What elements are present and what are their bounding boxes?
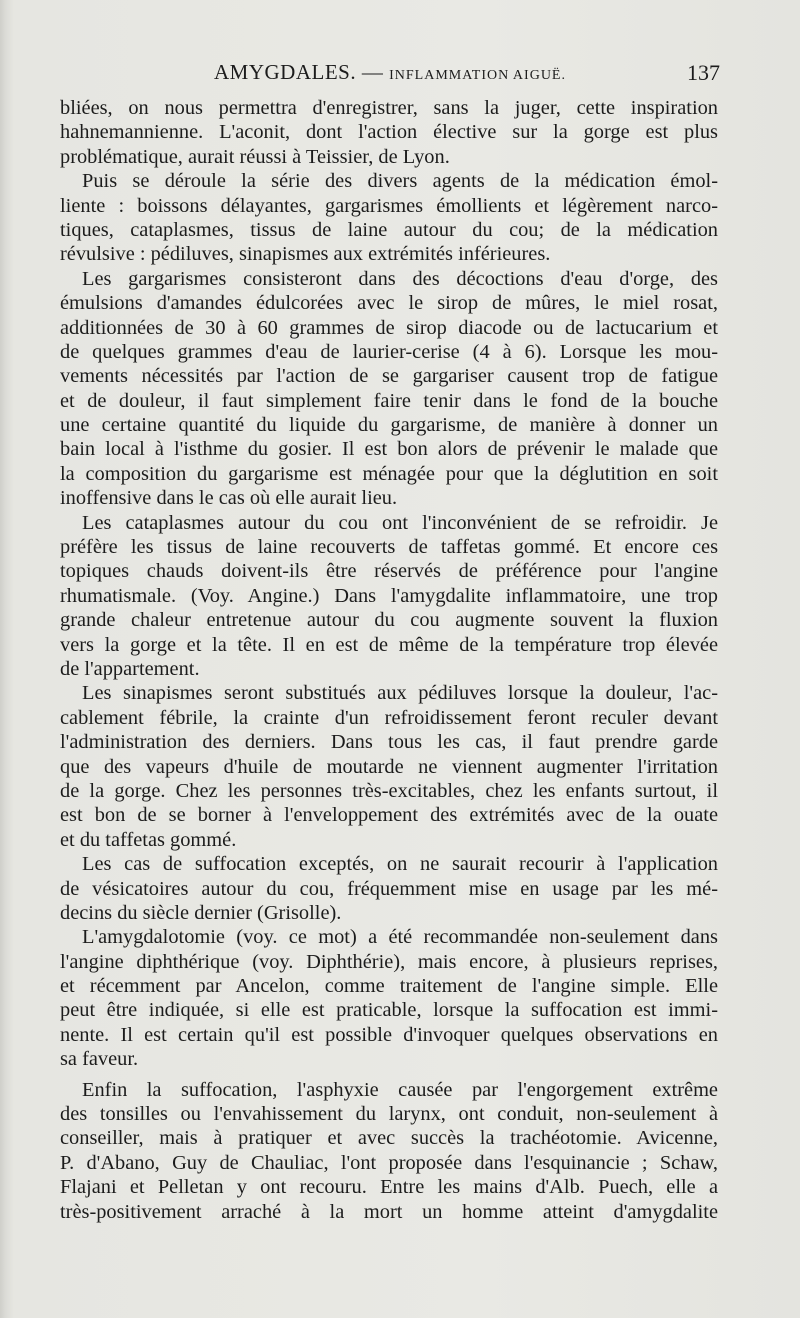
text-line: l'angine diphthérique (voy. Diphthérie), mais encore, à plusieurs reprises, [60, 950, 718, 973]
text-line: et de douleur, il faut simplement faire tenir dans le fond de la bouche [60, 389, 718, 412]
text-line: Enfin la suffocation, l'asphyxie causée par l'engorgement extrême [82, 1078, 718, 1101]
page-number: 137 [687, 60, 720, 85]
text-line: et récemment par Ancelon, comme traitement de l'angine simple. Elle [60, 975, 718, 998]
text-line: une certaine quantité du liquide du gargarisme, de manière à donner un [60, 414, 718, 437]
text-line: hahnemannienne. L'aconit, dont l'action élective sur la gorge est plus [60, 121, 718, 144]
text-line: Les cas de suffocation exceptés, on ne saurait recourir à l'application [82, 853, 718, 876]
running-title [60, 60, 720, 85]
text-line: sa faveur. [60, 1048, 139, 1071]
text-line: additionnées de 30 à 60 grammes de sirop diacode ou de lactucarium et [60, 316, 718, 339]
text-line: topiques chauds doivent-ils être réservés de préférence pour l'angine [60, 560, 718, 583]
text-line: bain local à l'isthme du gosier. Il est bon alors de prévenir le malade que [60, 438, 718, 461]
text-line: P. d'Abano, Guy de Chauliac, l'ont proposée dans l'esquinancie ; Schaw, [60, 1151, 718, 1174]
text-line: rhumatismale. (Voy. Angine.) Dans l'amygdalite inflammatoire, une trop [60, 584, 718, 607]
text-line: nente. Il est certain qu'il est possible d'invoquer quelques observations en [60, 1023, 718, 1046]
text-line: l'administration des derniers. Dans tous les cas, il faut prendre garde [60, 731, 718, 754]
text-line: peut être indiquée, si elle est praticable, lorsque la suffocation est immi- [60, 999, 718, 1022]
text-line: L'amygdalotomie (voy. ce mot) a été recommandée non-seulement dans [82, 926, 718, 949]
text-line: préfère les tissus de laine recouverts de taffetas gommé. Et encore ces [60, 536, 718, 559]
text-line: vers la gorge et la tête. Il en est de même de la température trop élevée [60, 633, 718, 656]
text-line: émulsions d'amandes édulcorées avec le sirop de mûres, le miel rosat, [60, 292, 718, 315]
text-line: révulsive : pédiluves, sinapismes aux extrémités inférieures. [60, 243, 551, 266]
text-line: problématique, aurait réussi à Teissier, de Lyon. [60, 145, 450, 168]
text-line: Les cataplasmes autour du cou ont l'inconvénient de se refroidir. Je [82, 511, 718, 534]
text-line: vements nécessités par l'action de se gargariser causent trop de fatigue [60, 365, 718, 388]
text-line: bliées, on nous permettra d'enregistrer, sans la juger, cette inspiration [60, 97, 718, 119]
text-line: très-positivement arraché à la mort un homme atteint d'amygdalite [60, 1200, 718, 1223]
text-line: est bon de se borner à l'enveloppement des extrémités avec de la ouate [60, 804, 718, 827]
text-line: inoffensive dans le cas où elle aurait lieu. [60, 487, 398, 510]
text-line: que des vapeurs d'huile de moutarde ne viennent augmenter l'irritation [60, 755, 718, 778]
text-line: et du taffetas gommé. [60, 828, 237, 851]
text-line: de l'appartement. [60, 657, 200, 680]
text-line: Flajani et Pelletan y ont recouru. Entre les mains d'Alb. Puech, elle a [60, 1176, 718, 1199]
text-line: decins du siècle dernier (Grisolle). [60, 901, 342, 924]
text-line: Les sinapismes seront substitués aux pédiluves lorsque la douleur, l'ac- [82, 682, 718, 705]
text-line: la composition du gargarisme est ménagée pour que la déglutition en soit [60, 462, 718, 485]
text-line: Les gargarismes consisteront dans des décoctions d'eau d'orge, des [82, 267, 718, 290]
page-header [60, 60, 720, 90]
text-line: de la gorge. Chez les personnes très-excitables, chez les enfants surtout, il [60, 779, 718, 802]
running-title-sub: INFLAMMATION AIGUË. [389, 68, 566, 83]
text-line: des tonsilles ou l'envahissement du larynx, ont conduit, non-seulement à [60, 1103, 718, 1126]
running-title-main: AMYGDALES. [214, 60, 357, 84]
text-line: liente : boissons délayantes, gargarismes émollients et légèrement narco- [60, 194, 718, 217]
running-title-dash: — [356, 60, 390, 84]
text-line: conseiller, mais à pratiquer et avec succès la trachéotomie. Avicenne, [60, 1127, 718, 1150]
text-line: tiques, cataplasmes, tissus de laine autour du cou; de la médication [60, 218, 718, 241]
text-line: de quelques grammes d'eau de laurier-cerise (4 à 6). Lorsque les mou- [60, 340, 718, 363]
text-line: grande chaleur entretenue autour du cou augmente souvent la fluxion [60, 609, 718, 632]
text-line: de vésicatoires autour du cou, fréquemment mise en usage par les mé- [60, 877, 718, 900]
text-line: Puis se déroule la série des divers agents de la médication émol- [82, 170, 718, 193]
body-text [60, 96, 718, 1224]
text-line: cablement fébrile, la crainte d'un refroidissement feront reculer devant [60, 706, 718, 729]
